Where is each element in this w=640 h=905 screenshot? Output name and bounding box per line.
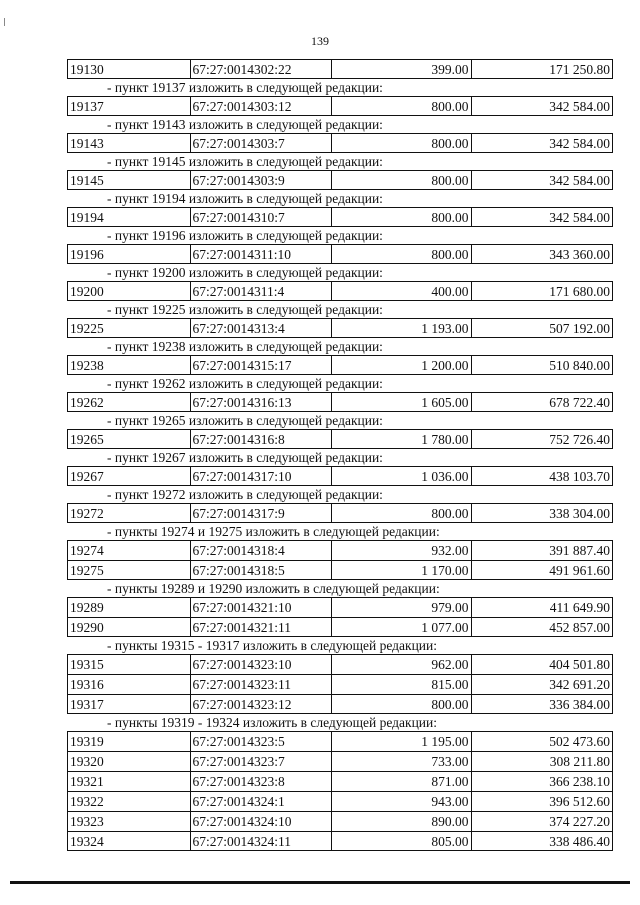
value-cell: 507 192.00 [549, 321, 610, 336]
table-row [67, 811, 613, 831]
cadastral-number-cell: 67:27:0014303:7 [191, 134, 332, 152]
value-cell: 343 360.00 [549, 247, 610, 262]
cadastral-number-cell: 67:27:0014324:10 [191, 812, 332, 831]
area-cell: 890.00 [332, 812, 471, 831]
item-number-cell: 19316 [68, 675, 191, 694]
value-cell: 171 680.00 [549, 284, 610, 299]
table-row [67, 59, 613, 79]
area-cell: 815.00 [332, 675, 471, 694]
item-number-cell: 19275 [68, 561, 191, 579]
area-cell: 932.00 [332, 541, 471, 560]
table-row [67, 244, 613, 264]
amendment-block [67, 227, 613, 264]
item-number-cell: 19272 [68, 504, 191, 522]
item-number-cell: 19274 [68, 541, 191, 560]
amendment-block [67, 580, 613, 637]
cadastral-number-cell: 67:27:0014323:10 [191, 655, 332, 674]
value-cell: 502 473.60 [549, 734, 610, 749]
item-number-cell: 19289 [68, 598, 191, 617]
amendment-note: - пункты 19274 и 19275 изложить в следующей редакции: [107, 524, 440, 539]
table-row [67, 751, 613, 771]
amendment-block [67, 714, 613, 851]
cadastral-number-cell: 67:27:0014317:10 [191, 467, 332, 485]
item-number-cell: 19267 [68, 467, 191, 485]
table-row [67, 831, 613, 851]
item-number-cell: 19319 [68, 732, 191, 751]
area-cell: 800.00 [332, 134, 471, 152]
value-cell: 438 103.70 [549, 469, 610, 484]
area-cell: 1 195.00 [332, 732, 471, 751]
cadastral-number-cell: 67:27:0014316:13 [191, 393, 332, 411]
value-cell: 342 584.00 [549, 136, 610, 151]
value-cell: 308 211.80 [549, 754, 610, 769]
table-row [67, 466, 613, 486]
amendment-block [67, 637, 613, 714]
value-cell: 452 857.00 [549, 620, 610, 635]
table-row [67, 133, 613, 153]
cadastral-number-cell: 67:27:0014311:10 [191, 245, 332, 263]
cadastral-number-cell: 67:27:0014310:7 [191, 208, 332, 226]
amendment-block [67, 190, 613, 227]
item-number-cell: 19320 [68, 752, 191, 771]
table-row [67, 429, 613, 449]
area-cell: 400.00 [332, 282, 471, 300]
amendment-note: - пункт 19196 изложить в следующей редакции: [107, 228, 383, 243]
table-row [67, 771, 613, 791]
amendment-block [67, 523, 613, 580]
area-cell: 800.00 [332, 695, 471, 713]
table-row [67, 355, 613, 375]
value-cell: 336 384.00 [549, 697, 610, 712]
value-cell: 374 227.20 [549, 814, 610, 829]
cadastral-number-cell: 67:27:0014318:4 [191, 541, 332, 560]
table-row [67, 170, 613, 190]
cadastral-number-cell: 67:27:0014313:4 [191, 319, 332, 337]
item-number-cell: 19321 [68, 772, 191, 791]
amendment-note: - пункт 19137 изложить в следующей редакции: [107, 80, 383, 95]
cadastral-number-cell: 67:27:0014324:11 [191, 832, 332, 850]
item-number-cell: 19137 [68, 97, 191, 115]
table-row [67, 96, 613, 116]
item-number-cell: 19130 [68, 60, 191, 78]
cadastral-number-cell: 67:27:0014317:9 [191, 504, 332, 522]
area-cell: 962.00 [332, 655, 471, 674]
area-cell: 1 605.00 [332, 393, 471, 411]
value-cell: 366 238.10 [549, 774, 610, 789]
cadastral-number-cell: 67:27:0014323:8 [191, 772, 332, 791]
area-cell: 1 780.00 [332, 430, 471, 448]
item-number-cell: 19143 [68, 134, 191, 152]
area-cell: 800.00 [332, 245, 471, 263]
value-cell: 338 486.40 [549, 834, 610, 849]
cadastral-number-cell: 67:27:0014323:7 [191, 752, 332, 771]
amendment-block [67, 264, 613, 301]
value-cell: 404 501.80 [549, 657, 610, 672]
cadastral-number-cell: 67:27:0014302:22 [191, 60, 332, 78]
item-number-cell: 19290 [68, 618, 191, 636]
table-row [67, 597, 613, 617]
amendment-note: - пункт 19267 изложить в следующей редакции: [107, 450, 383, 465]
item-number-cell: 19322 [68, 792, 191, 811]
amendment-block [67, 301, 613, 338]
amendment-block [67, 59, 613, 79]
amendment-note: - пункт 19194 изложить в следующей редакции: [107, 191, 383, 206]
table-row [67, 654, 613, 674]
item-number-cell: 19324 [68, 832, 191, 850]
area-cell: 1 077.00 [332, 618, 471, 636]
amendment-note: - пункт 19272 изложить в следующей редакции: [107, 487, 383, 502]
area-cell: 1 200.00 [332, 356, 471, 374]
value-cell: 396 512.60 [549, 794, 610, 809]
cadastral-number-cell: 67:27:0014311:4 [191, 282, 332, 300]
cadastral-number-cell: 67:27:0014303:9 [191, 171, 332, 189]
amendment-note: - пункты 19315 - 19317 изложить в следующей редакции: [107, 638, 437, 653]
cadastral-number-cell: 67:27:0014321:11 [191, 618, 332, 636]
value-cell: 338 304.00 [549, 506, 610, 521]
value-cell: 411 649.90 [549, 600, 610, 615]
item-number-cell: 19323 [68, 812, 191, 831]
amendment-block [67, 153, 613, 190]
amendment-note: - пункт 19225 изложить в следующей редакции: [107, 302, 383, 317]
item-number-cell: 19315 [68, 655, 191, 674]
cadastral-number-cell: 67:27:0014321:10 [191, 598, 332, 617]
amendment-note: - пункт 19265 изложить в следующей редакции: [107, 413, 383, 428]
value-cell: 491 961.60 [549, 563, 610, 578]
table-row [67, 560, 613, 580]
value-cell: 510 840.00 [549, 358, 610, 373]
table-row [67, 207, 613, 227]
item-number-cell: 19194 [68, 208, 191, 226]
amendment-note: - пункт 19143 изложить в следующей редакции: [107, 117, 383, 132]
amendment-note: - пункт 19262 изложить в следующей редакции: [107, 376, 383, 391]
area-cell: 399.00 [332, 60, 471, 78]
table-row [67, 318, 613, 338]
amendment-note: - пункт 19200 изложить в следующей редакции: [107, 265, 383, 280]
area-cell: 871.00 [332, 772, 471, 791]
cadastral-number-cell: 67:27:0014318:5 [191, 561, 332, 579]
item-number-cell: 19145 [68, 171, 191, 189]
area-cell: 800.00 [332, 208, 471, 226]
table-row [67, 503, 613, 523]
item-number-cell: 19225 [68, 319, 191, 337]
item-number-cell: 19262 [68, 393, 191, 411]
amendment-block [67, 412, 613, 449]
table-row [67, 694, 613, 714]
item-number-cell: 19196 [68, 245, 191, 263]
area-cell: 800.00 [332, 171, 471, 189]
value-cell: 678 722.40 [549, 395, 610, 410]
cadastral-number-cell: 67:27:0014323:12 [191, 695, 332, 713]
area-cell: 1 193.00 [332, 319, 471, 337]
document-body [67, 59, 613, 851]
footer-rule [10, 881, 630, 884]
item-number-cell: 19238 [68, 356, 191, 374]
margin-mark [4, 18, 5, 26]
amendment-note: - пункты 19319 - 19324 изложить в следующей редакции: [107, 715, 437, 730]
value-cell: 171 250.80 [549, 62, 610, 77]
item-number-cell: 19317 [68, 695, 191, 713]
area-cell: 800.00 [332, 504, 471, 522]
amendment-block [67, 338, 613, 375]
cadastral-number-cell: 67:27:0014316:8 [191, 430, 332, 448]
item-number-cell: 19200 [68, 282, 191, 300]
table-row [67, 791, 613, 811]
value-cell: 391 887.40 [549, 543, 610, 558]
value-cell: 342 584.00 [549, 99, 610, 114]
value-cell: 342 584.00 [549, 173, 610, 188]
area-cell: 800.00 [332, 97, 471, 115]
value-cell: 342 584.00 [549, 210, 610, 225]
value-cell: 752 726.40 [549, 432, 610, 447]
area-cell: 979.00 [332, 598, 471, 617]
amendment-block [67, 486, 613, 523]
cadastral-number-cell: 67:27:0014323:5 [191, 732, 332, 751]
value-cell: 342 691.20 [549, 677, 610, 692]
area-cell: 805.00 [332, 832, 471, 850]
item-number-cell: 19265 [68, 430, 191, 448]
cadastral-number-cell: 67:27:0014323:11 [191, 675, 332, 694]
amendment-note: - пункт 19145 изложить в следующей редакции: [107, 154, 383, 169]
area-cell: 733.00 [332, 752, 471, 771]
amendment-note: - пункт 19238 изложить в следующей редакции: [107, 339, 383, 354]
amendment-block [67, 79, 613, 116]
cadastral-number-cell: 67:27:0014315:17 [191, 356, 332, 374]
amendment-block [67, 375, 613, 412]
amendment-block [67, 116, 613, 153]
area-cell: 1 036.00 [332, 467, 471, 485]
page-number: 139 [311, 34, 329, 48]
amendment-block [67, 449, 613, 486]
table-row [67, 540, 613, 560]
table-row [67, 617, 613, 637]
cadastral-number-cell: 67:27:0014303:12 [191, 97, 332, 115]
cadastral-number-cell: 67:27:0014324:1 [191, 792, 332, 811]
table-row [67, 674, 613, 694]
area-cell: 1 170.00 [332, 561, 471, 579]
table-row [67, 281, 613, 301]
table-row [67, 731, 613, 751]
amendment-note: - пункты 19289 и 19290 изложить в следующей редакции: [107, 581, 440, 596]
table-row [67, 392, 613, 412]
area-cell: 943.00 [332, 792, 471, 811]
